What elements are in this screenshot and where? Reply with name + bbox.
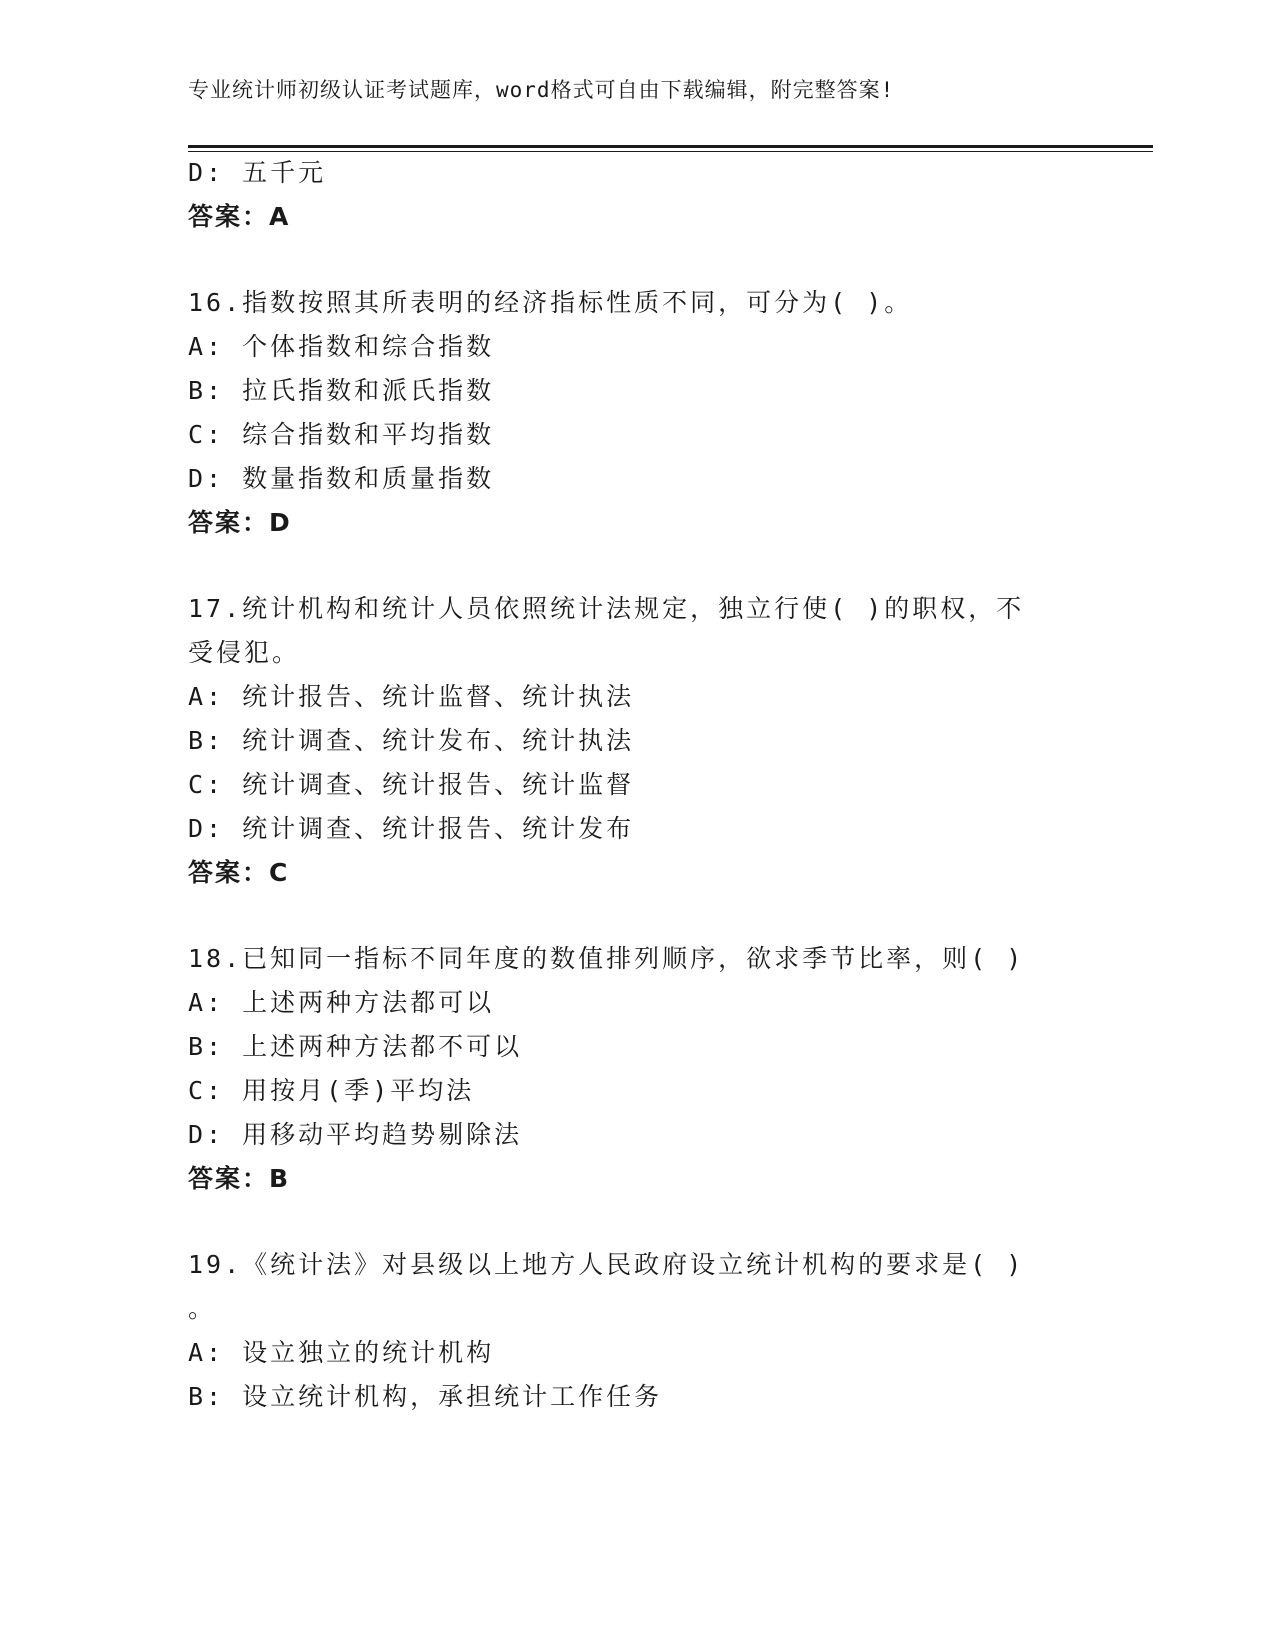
option-a: A: 上述两种方法都可以	[188, 988, 495, 1017]
page-header: 专业统计师初级认证考试题库，word格式可自由下载编辑，附完整答案!	[188, 78, 895, 102]
answer-line: 答案：A	[188, 202, 291, 231]
header-divider-thick	[188, 145, 1153, 148]
answer-line: 答案：D	[188, 508, 292, 537]
question-stem: 16.指数按照其所表明的经济指标性质不同，可分为( )。	[188, 288, 913, 317]
option-b: B: 上述两种方法都不可以	[188, 1032, 523, 1061]
option-a: A: 个体指数和综合指数	[188, 332, 495, 361]
question-stem: 19.《统计法》对县级以上地方人民政府设立统计机构的要求是( )	[188, 1250, 1025, 1279]
option-a: A: 设立独立的统计机构	[188, 1338, 495, 1367]
option-c: C: 统计调查、统计报告、统计监督	[188, 770, 635, 799]
option-c: C: 用按月(季)平均法	[188, 1076, 475, 1105]
answer-line: 答案：C	[188, 858, 290, 887]
option-a: A: 统计报告、统计监督、统计执法	[188, 682, 635, 711]
answer-line: 答案：B	[188, 1164, 291, 1193]
header-divider-thin	[188, 151, 1153, 152]
question-stem: 17.统计机构和统计人员依照统计法规定，独立行使( )的职权，不	[188, 594, 1025, 623]
option-b: B: 统计调查、统计发布、统计执法	[188, 726, 635, 755]
option-d: D: 用移动平均趋势剔除法	[188, 1120, 523, 1149]
option-d: D: 五千元	[188, 158, 327, 187]
option-b: B: 拉氏指数和派氏指数	[188, 376, 495, 405]
question-stem: 18.已知同一指标不同年度的数值排列顺序，欲求季节比率，则( )	[188, 944, 1025, 973]
option-d: D: 统计调查、统计报告、统计发布	[188, 814, 635, 843]
option-d: D: 数量指数和质量指数	[188, 464, 495, 493]
question-stem-continued: 受侵犯。	[188, 638, 301, 667]
option-c: C: 综合指数和平均指数	[188, 420, 495, 449]
option-b: B: 设立统计机构，承担统计工作任务	[188, 1382, 663, 1411]
question-stem-continued: 。	[188, 1294, 217, 1323]
